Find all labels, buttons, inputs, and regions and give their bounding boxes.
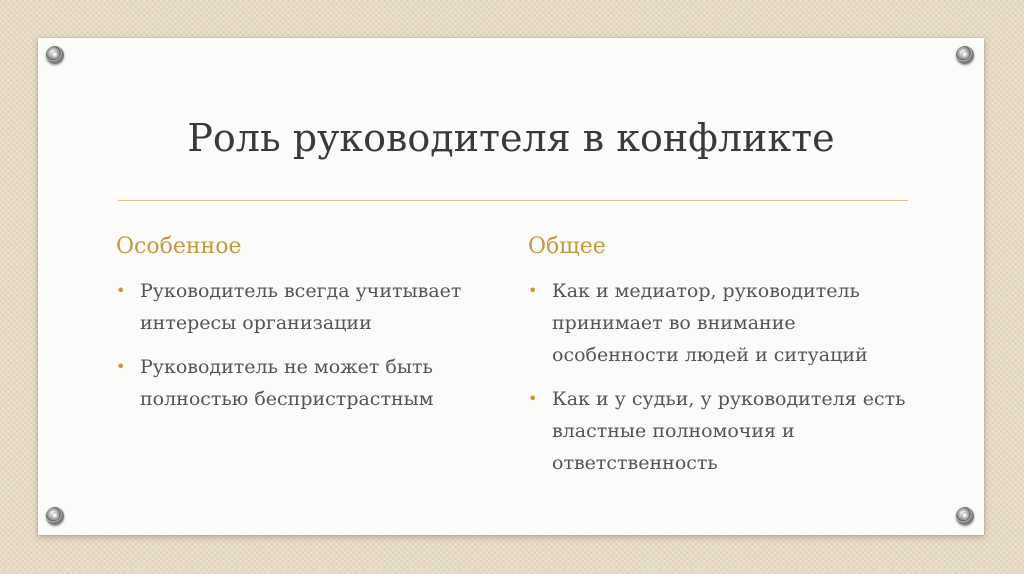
column-special <box>116 234 496 427</box>
rivet-icon <box>46 507 64 525</box>
bullet-icon: • <box>116 357 126 376</box>
bullet-text: Руководитель не может быть полностью беспристрастным <box>140 356 434 410</box>
column-heading: Общее <box>528 234 606 259</box>
title-divider <box>118 200 908 201</box>
list-item <box>116 351 496 415</box>
bullet-text: Как и медиатор, руководитель принимает во внимание особенности людей и ситуаций <box>552 280 868 366</box>
bullet-list <box>116 275 496 415</box>
rivet-icon <box>956 507 974 525</box>
slide-title: Роль руководителя в конфликте <box>187 116 835 160</box>
slide-card <box>38 38 984 535</box>
list-item <box>528 383 908 479</box>
rivet-icon <box>956 46 974 64</box>
bullet-text: Руководитель всегда учитывает интересы организации <box>140 280 462 334</box>
bullet-text: Как и у судьи, у руководителя есть властные полномочия и ответственность <box>552 388 906 474</box>
column-common <box>528 234 908 491</box>
bullet-icon: • <box>528 389 538 408</box>
list-item <box>528 275 908 371</box>
column-heading: Особенное <box>116 234 242 259</box>
rivet-icon <box>46 46 64 64</box>
bullet-icon: • <box>116 281 126 300</box>
bullet-icon: • <box>528 281 538 300</box>
list-item <box>116 275 496 339</box>
bullet-list <box>528 275 908 479</box>
